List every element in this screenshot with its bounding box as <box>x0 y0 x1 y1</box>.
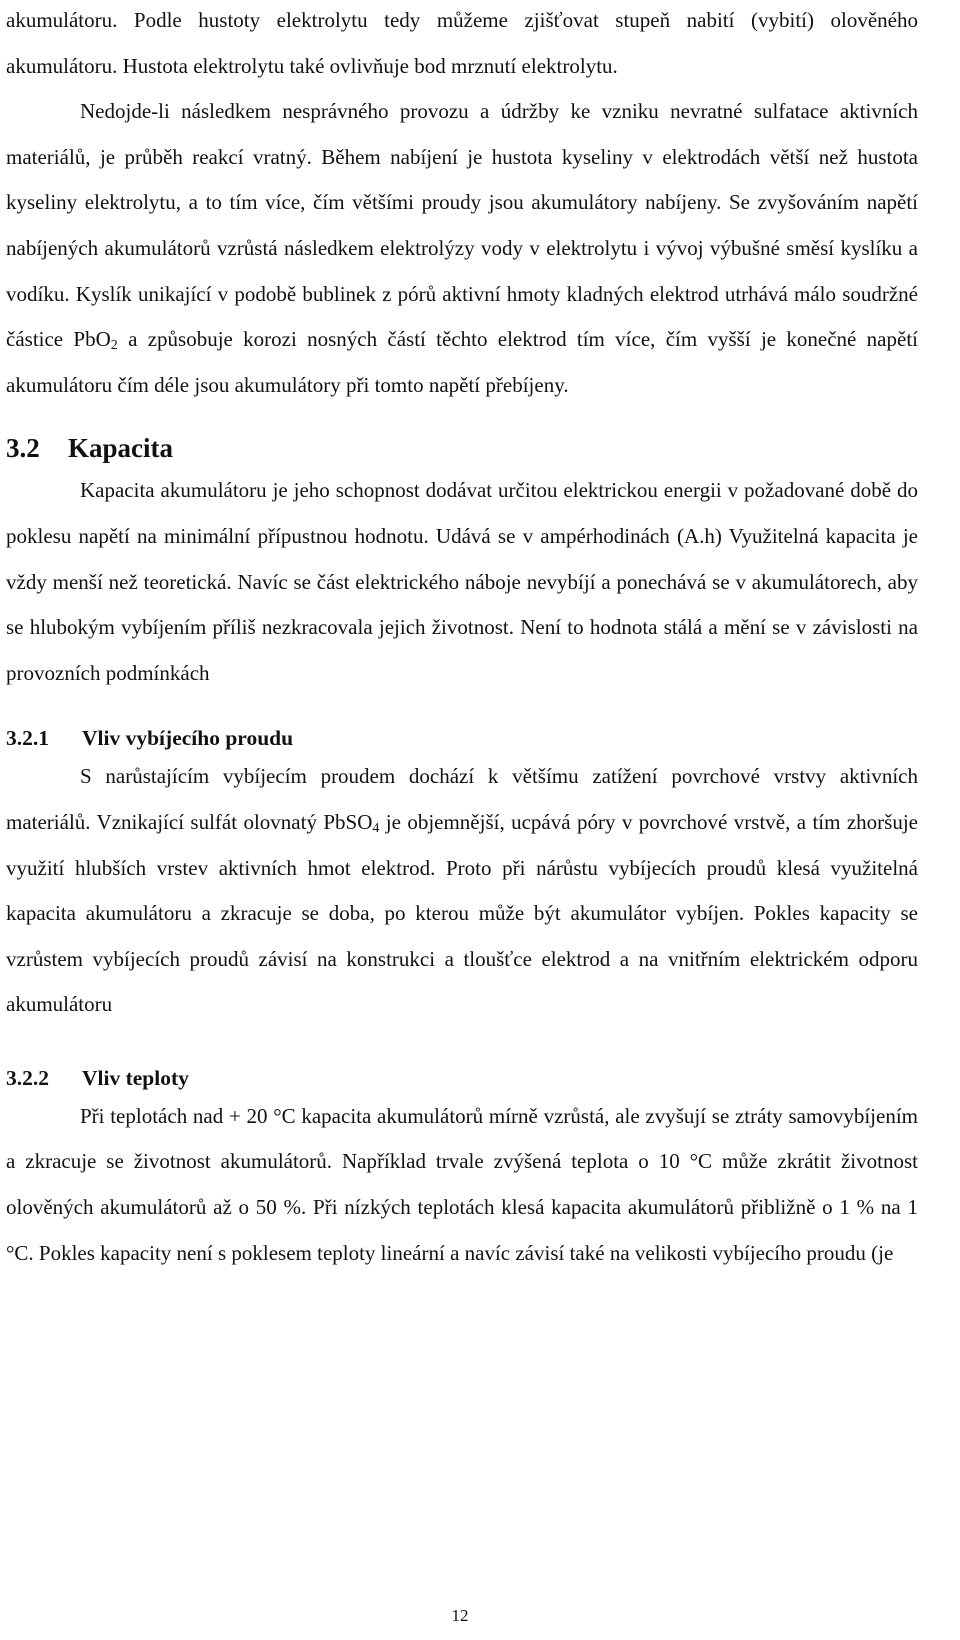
paragraph-temperature: Při teplotách nad + 20 °C kapacita akumulátorů mírně vzrůstá, ale zvyšují se ztráty samovybíjením a zkracuje se životnost akumulátorů. Například trvale zvýšená teplota o 10 °C může zkrátit životnost olověných akumulátorů až o 50 %. Při nízkých teplotách klesá kapacita akumulátorů přibližně o 1 % na 1 °C. Pokles kapacity není s poklesem teploty lineární a navíc závisí také na velikosti vybíjecího proudu (je <box>6 1103 918 1265</box>
paragraph-discharge-text-a: S narůstajícím vybíjecím proudem dochází k většímu zatížení povrchové vrstvy aktivních materiálů. Vznikající sulfát olovnatý PbSO <box>6 764 918 834</box>
document-page <box>6 0 918 1276</box>
section-title: Vliv teploty <box>82 1065 189 1090</box>
paragraph-capacity: Kapacita akumulátoru je jeho schopnost dodávat určitou elektrickou energii v požadované době do poklesu napětí na minimální přípustnou hodnotu. Udává se v ampérhodinách (A.h) Využitelná kapacita je vždy menší než teoretická. Navíc se část elektrického náboje nevybíjí a ponechává se v akumulátorech, aby se hlubokým vybíjením příliš nezkracovala jejich životnost. Není to hodnota stálá a mění se v závislosti na provozních podmínkách <box>6 478 918 685</box>
section-heading-3-2-2 <box>6 1064 918 1092</box>
section-number: 3.2 <box>6 433 40 464</box>
paragraph-discharge-text-b: je objemnější, ucpává póry v povrchové vrstvě, a tím zhoršuje využití hlubších vrstev aktivních hmot elektrod. Proto při nárůstu vybíjecích proudů klesá využitelná kapacita akumulátoru a zkracuje se doba, po kterou může být akumulátor vybíjen. Pokles kapacity se vzrůstem vybíjecích proudů závisí na konstrukci a tloušťce elektrod a na vnitřním elektrickém odporu akumulátoru <box>6 809 918 1017</box>
page-number: 12 <box>451 1606 469 1625</box>
section-heading-3-2 <box>6 430 918 466</box>
paragraph-sulfation-text-b: a způsobuje korozi nosných částí těchto elektrod tím více, čím vyšší je konečné napětí akumulátoru čím déle jsou akumulátory při tomto napětí přebíjeny. <box>6 327 918 397</box>
subscript-4: 4 <box>372 820 380 836</box>
section-title: Kapacita <box>68 433 173 464</box>
paragraph-sulfation <box>6 89 918 408</box>
section-title: Vliv vybíjecího proudu <box>82 726 294 751</box>
paragraph-discharge-current <box>6 754 918 1028</box>
subscript-2: 2 <box>110 338 118 354</box>
paragraph-continuation: akumulátoru. Podle hustoty elektrolytu tedy můžeme zjišťovat stupeň nabití (vybití) olověného akumulátoru. Hustota elektrolytu také ovlivňuje bod mrznutí elektrolytu. <box>6 8 918 78</box>
section-number: 3.2.2 <box>6 1065 49 1090</box>
section-number: 3.2.1 <box>6 726 49 751</box>
paragraph-sulfation-text-a: Nedojde-li následkem nesprávného provozu a údržby ke vzniku nevratné sulfatace aktivních materiálů, je průběh reakcí vratný. Během nabíjení je hustota kyseliny v elektrodách větší než hustota kyseliny elektrolytu, a to tím více, čím většími proudy jsou akumulátory nabíjeny. Se zvyšováním napětí nabíjených akumulátorů vzrůstá následkem elektrolýzy vody v elektrolytu i vývoj výbušné směsí kyslíku a vodíku. Kyslík unikající v podobě bublinek z pórů aktivní hmoty kladných elektrod utrhává málo soudržné částice PbO <box>6 99 918 352</box>
section-heading-3-2-1 <box>6 724 918 752</box>
